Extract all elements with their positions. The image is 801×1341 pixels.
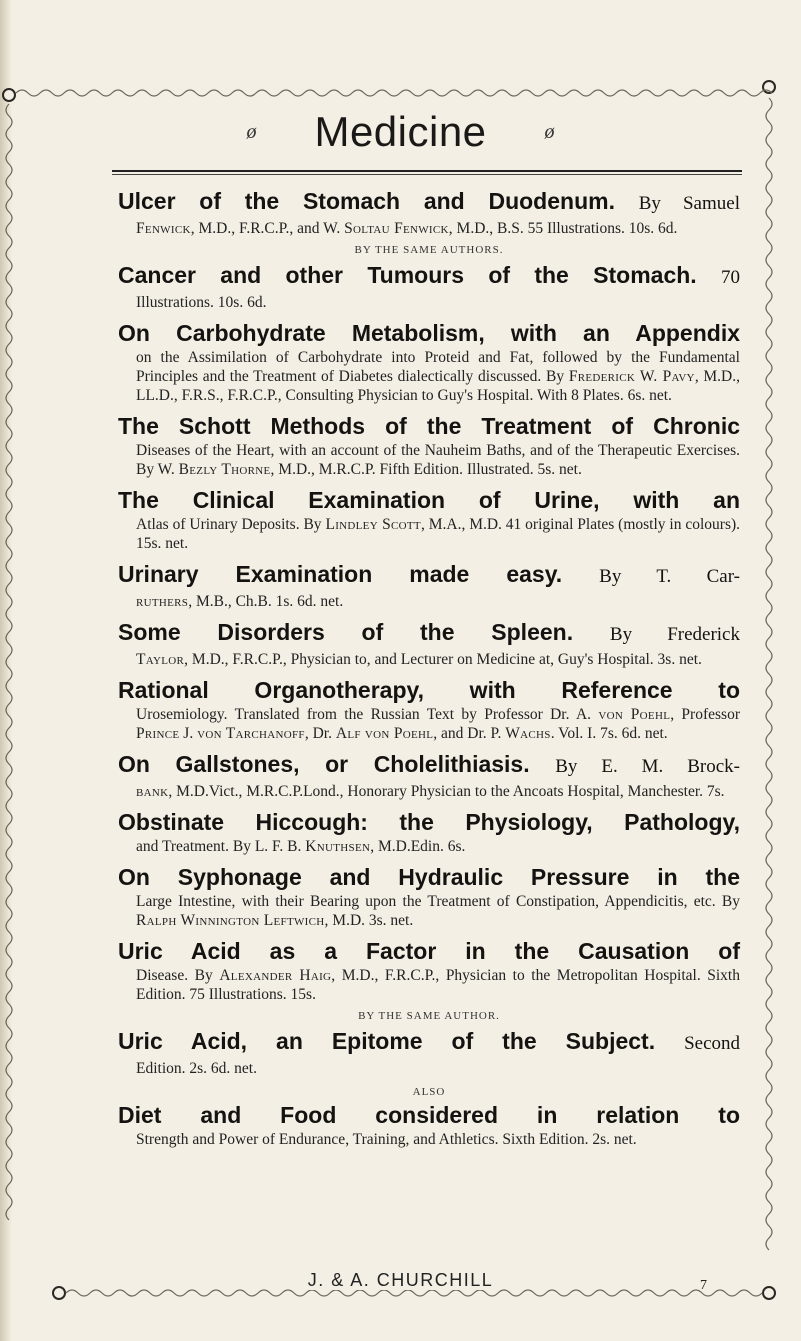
book-title: Uric Acid, an Epitome of the Subject. Second xyxy=(118,1028,741,1054)
book-details: Fenwick, M.D., F.R.C.P., and W. Soltau Fenwick, M.D., B.S. 55 Illustrations. 10s. 6d. xyxy=(136,220,678,237)
book-title: On Carbohydrate Metabolism, with an Appendix xyxy=(118,320,740,346)
publisher-name: J. & A. CHURCHILL xyxy=(300,1270,502,1290)
page-header xyxy=(0,108,801,158)
book-title: Uric Acid as a Factor in the Causation of xyxy=(118,938,740,964)
book-title: Urinary Examination made easy. By T. Car- xyxy=(118,561,740,587)
book-details: and Treatment. By L. F. B. Knuthsen, M.D.Edin. 6s. xyxy=(136,838,466,855)
book-title: Diet and Food considered in relation to xyxy=(118,1102,740,1128)
book-entry xyxy=(118,1100,740,1149)
book-details: Strength and Power of Endurance, Training, and Athletics. Sixth Edition. 2s. net. xyxy=(136,1131,637,1148)
book-details: Edition. 2s. 6d. net. xyxy=(136,1060,257,1077)
book-entry xyxy=(118,411,740,479)
page-footer xyxy=(0,1270,801,1291)
page-title: Medicine xyxy=(314,108,487,155)
book-details: Urosemiology. Translated from the Russian Text by Professor Dr. A. von Poehl, Professor Prince J. von Tarchanoff, Dr. Alf von Poehl, and Dr. P. Wachs. Vol. I. 7s. 6d. net. xyxy=(136,706,740,742)
ornament-icon: ø xyxy=(544,120,555,143)
book-details: ruthers, M.B., Ch.B. 1s. 6d. net. xyxy=(136,593,344,610)
book-title: On Syphonage and Hydraulic Pressure in the xyxy=(118,864,740,890)
book-entry xyxy=(118,485,740,553)
corner-ring-top-left xyxy=(2,88,16,102)
subheading: BY THE SAME AUTHORS. xyxy=(354,244,504,256)
subheading: ALSO xyxy=(412,1086,446,1098)
book-entry xyxy=(118,936,740,1004)
book-details: Atlas of Urinary Deposits. By Lindley Scott, M.A., M.D. 41 original Plates (mostly in colours). 15s. net. xyxy=(136,516,741,552)
book-entry xyxy=(118,675,740,743)
book-entry xyxy=(118,260,740,312)
border-top-wave xyxy=(16,86,762,100)
border-right-wave xyxy=(762,98,776,1284)
book-details: Disease. By Alexander Haig, M.D., F.R.C.P., Physician to the Metropolitan Hospital. Sixth Edition. 75 Illustrations. 15s. xyxy=(136,967,740,1003)
header-rule-thin xyxy=(112,174,742,175)
header-rule xyxy=(112,170,742,172)
book-title: Cancer and other Tumours of the Stomach. 70 xyxy=(118,262,741,288)
book-details: Diseases of the Heart, with an account of the Nauheim Baths, and of the Therapeutic Exercises. By W. Bezly Thorne, M.D., M.R.C.P. Fifth Edition. Illustrated. 5s. net. xyxy=(136,442,740,478)
book-details: bank, M.D.Vict., M.R.C.P.Lond., Honorary Physician to the Ancoats Hospital, Manchester. 7s. xyxy=(136,783,725,800)
book-entry xyxy=(118,559,740,611)
page-number: 7 xyxy=(700,1278,707,1293)
book-entry xyxy=(118,1026,740,1078)
border-left-wave xyxy=(2,104,16,1284)
ornament-icon: ø xyxy=(246,120,257,143)
book-title: On Gallstones, or Cholelithiasis. By E. M. Brock- xyxy=(118,751,740,777)
corner-ring-top-right xyxy=(762,80,776,94)
book-entry xyxy=(118,186,740,238)
book-entry xyxy=(118,318,740,405)
book-title: The Clinical Examination of Urine, with an xyxy=(118,487,740,513)
book-details: Illustrations. 10s. 6d. xyxy=(136,294,267,311)
book-list xyxy=(118,186,740,1155)
book-title: Some Disorders of the Spleen. By Frederick xyxy=(118,619,740,645)
subheading: BY THE SAME AUTHOR. xyxy=(358,1010,500,1022)
book-title: Ulcer of the Stomach and Duodenum. By Samuel xyxy=(118,188,740,214)
book-details: on the Assimilation of Carbohydrate into Proteid and Fat, followed by the Fundamental Principles and the Treatment of Diabetes dialectically discussed. By Frederick W. Pavy, M.D., LL.D., F.R.S., F.R.C.P., Consulting Physician to Guy's Hospital. With 8 Plates. 6s. net. xyxy=(136,349,740,404)
book-details: Taylor, M.D., F.R.C.P., Physician to, and Lecturer on Medicine at, Guy's Hospital. 3s. net. xyxy=(136,651,702,668)
book-entry xyxy=(118,617,740,669)
book-entry xyxy=(118,862,740,930)
book-title: Rational Organotherapy, with Reference to xyxy=(118,677,740,703)
book-entry xyxy=(118,807,740,856)
book-title: Obstinate Hiccough: the Physiology, Pathology, xyxy=(118,809,740,835)
book-title: The Schott Methods of the Treatment of Chronic xyxy=(118,413,740,439)
book-details: Large Intestine, with their Bearing upon the Treatment of Constipation, Appendicitis, etc. By Ralph Winnington Leftwich, M.D. 3s. net. xyxy=(136,893,740,929)
book-entry xyxy=(118,749,740,801)
